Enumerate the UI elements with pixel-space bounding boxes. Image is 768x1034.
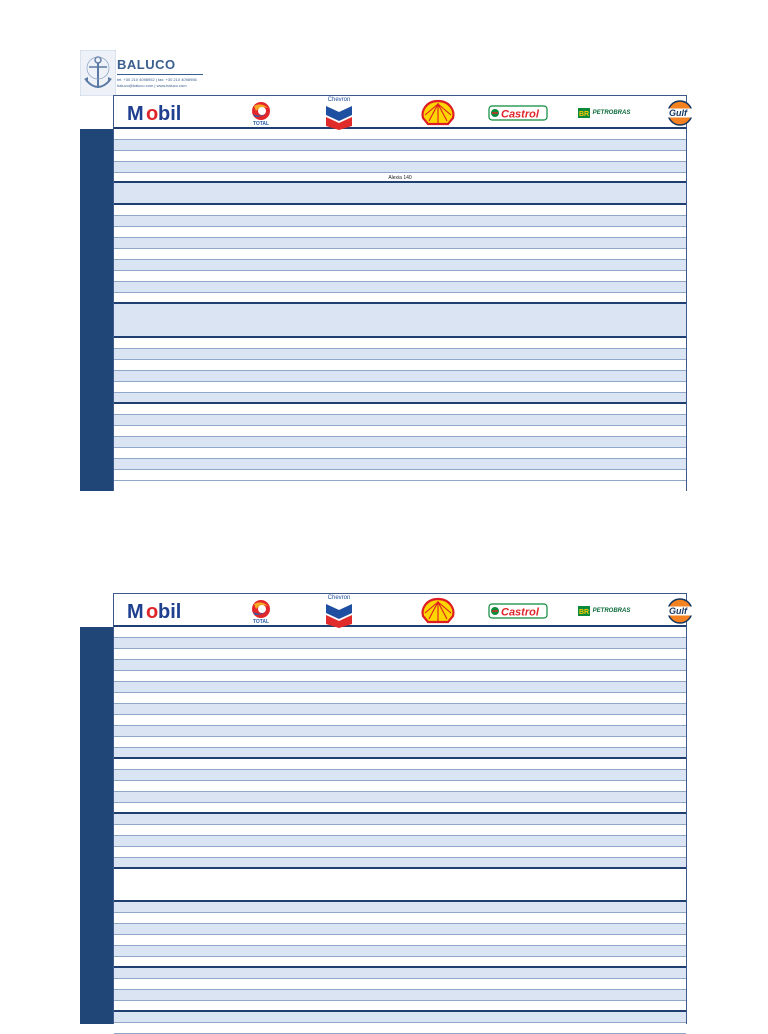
- svg-text:BR: BR: [578, 609, 589, 616]
- table-row: [114, 968, 686, 979]
- table-row: [114, 470, 686, 481]
- table-row: [114, 759, 686, 770]
- petrobras-logo-icon: [578, 606, 590, 616]
- brand-mobil: [122, 596, 192, 626]
- brand-label: PETROBRAS: [592, 608, 631, 614]
- table-row: [114, 205, 686, 216]
- brand-shell: [414, 596, 462, 626]
- table-row: [114, 404, 686, 415]
- table-row: [114, 660, 686, 671]
- brand-header-row: [113, 95, 687, 129]
- company-name: BALUCO: [117, 57, 176, 72]
- table-row: [114, 792, 686, 803]
- brand-mobil: [122, 98, 192, 128]
- table-row: [114, 924, 686, 935]
- brand-chevron: [317, 594, 361, 628]
- brand-castrol: [486, 98, 550, 128]
- brand-gulf: [662, 596, 698, 626]
- company-contact: [117, 77, 197, 89]
- anchor-logo-icon: [80, 50, 116, 96]
- svg-text:o: o: [146, 103, 159, 124]
- brand-total: [239, 98, 283, 128]
- table-row: [114, 338, 686, 349]
- comparison-table-page-1: [80, 95, 687, 491]
- table-row: [114, 627, 686, 638]
- table-row: [114, 649, 686, 660]
- table-row: [114, 946, 686, 957]
- table-row: [114, 1023, 686, 1034]
- brand-chevron: [317, 96, 361, 130]
- table-row: [114, 304, 686, 338]
- table-row: [114, 249, 686, 260]
- chevron-logo-icon: [325, 602, 353, 628]
- mobil-logo-icon: [125, 600, 189, 622]
- table-row: [114, 382, 686, 393]
- table-row: [114, 282, 686, 293]
- table-row: [114, 437, 686, 448]
- table-row: [114, 271, 686, 282]
- svg-text:M: M: [127, 103, 144, 124]
- shell-logo-icon: [420, 597, 456, 625]
- table-row: [114, 748, 686, 759]
- table-row: [114, 1012, 686, 1023]
- brand-label: TOTAL: [252, 120, 270, 127]
- gulf-logo-icon: [665, 598, 695, 624]
- table-row: [114, 704, 686, 715]
- company-rule: [117, 74, 203, 75]
- table-row: [114, 293, 686, 304]
- svg-text:bil: bil: [158, 103, 182, 124]
- table-row: [114, 140, 686, 151]
- table-row: [114, 957, 686, 968]
- brand-gulf: [662, 98, 698, 128]
- category-sidebar: [80, 129, 113, 491]
- table-row: [114, 162, 686, 173]
- gulf-logo-icon: [665, 100, 695, 126]
- brand-total: [239, 596, 283, 626]
- brand-petrobras: [572, 98, 636, 128]
- table-row: [114, 151, 686, 162]
- brand-header-row: [113, 593, 687, 627]
- table-row: [114, 781, 686, 792]
- brand-castrol: [486, 596, 550, 626]
- table-grid: [113, 129, 687, 491]
- table-row: [114, 803, 686, 814]
- table-row: [114, 1001, 686, 1012]
- company-contact-line2: baluco@baluco.com | www.baluco.com: [117, 83, 187, 88]
- table-row: [114, 682, 686, 693]
- total-logo-icon: [245, 100, 277, 122]
- company-contact-line1: tel: +30 210 4098952 | fax: +30 210 4098956: [117, 77, 197, 82]
- svg-text:Castrol: Castrol: [501, 108, 539, 121]
- table-cell-text: Alexia 140: [388, 175, 412, 181]
- table-row: [114, 770, 686, 781]
- table-row: [114, 349, 686, 360]
- table-row: [114, 979, 686, 990]
- brand-label: Chevron: [327, 594, 351, 601]
- table-row: [114, 371, 686, 382]
- table-row: [114, 360, 686, 371]
- table-row: [114, 238, 686, 249]
- table-row: [114, 935, 686, 946]
- brand-label: Chevron: [327, 96, 351, 103]
- svg-text:Gulf: Gulf: [669, 108, 687, 118]
- table-row: [114, 426, 686, 437]
- table-row: [114, 129, 686, 140]
- castrol-logo-icon: [488, 602, 548, 620]
- category-sidebar: [80, 627, 113, 1024]
- table-row: [114, 638, 686, 649]
- brand-shell: [414, 98, 462, 128]
- table-row: [114, 216, 686, 227]
- table-row: [114, 260, 686, 271]
- table-row: [114, 715, 686, 726]
- table-row: [114, 459, 686, 470]
- table-row: [114, 990, 686, 1001]
- total-logo-icon: [245, 598, 277, 620]
- table-row: [114, 415, 686, 426]
- svg-text:bil: bil: [158, 601, 182, 622]
- table-row: [114, 902, 686, 913]
- table-row: [114, 737, 686, 748]
- comparison-table-page-2: [80, 593, 687, 1024]
- table-row: [114, 693, 686, 704]
- table-row: [114, 671, 686, 682]
- table-row: [114, 173, 686, 183]
- svg-text:o: o: [146, 601, 159, 622]
- chevron-logo-icon: [325, 104, 353, 130]
- table-row: [114, 227, 686, 238]
- svg-text:Castrol: Castrol: [501, 606, 539, 619]
- company-header: [80, 50, 205, 98]
- brand-label: PETROBRAS: [592, 110, 631, 116]
- castrol-logo-icon: [488, 104, 548, 122]
- table-row: [114, 448, 686, 459]
- table-row: [114, 836, 686, 847]
- table-grid: [113, 627, 687, 1024]
- brand-label: TOTAL: [252, 618, 270, 625]
- table-row: [114, 393, 686, 404]
- table-row: [114, 847, 686, 858]
- table-row: [114, 814, 686, 825]
- table-row: [114, 726, 686, 737]
- table-row: [114, 913, 686, 924]
- svg-text:M: M: [127, 601, 144, 622]
- petrobras-logo-icon: [578, 108, 590, 118]
- svg-text:Gulf: Gulf: [669, 606, 687, 616]
- table-row: [114, 858, 686, 869]
- table-row: [114, 825, 686, 836]
- table-row: [114, 869, 686, 902]
- table-row: [114, 183, 686, 205]
- shell-logo-icon: [420, 99, 456, 127]
- svg-text:BR: BR: [578, 111, 589, 118]
- mobil-logo-icon: [125, 102, 189, 124]
- brand-petrobras: [572, 596, 636, 626]
